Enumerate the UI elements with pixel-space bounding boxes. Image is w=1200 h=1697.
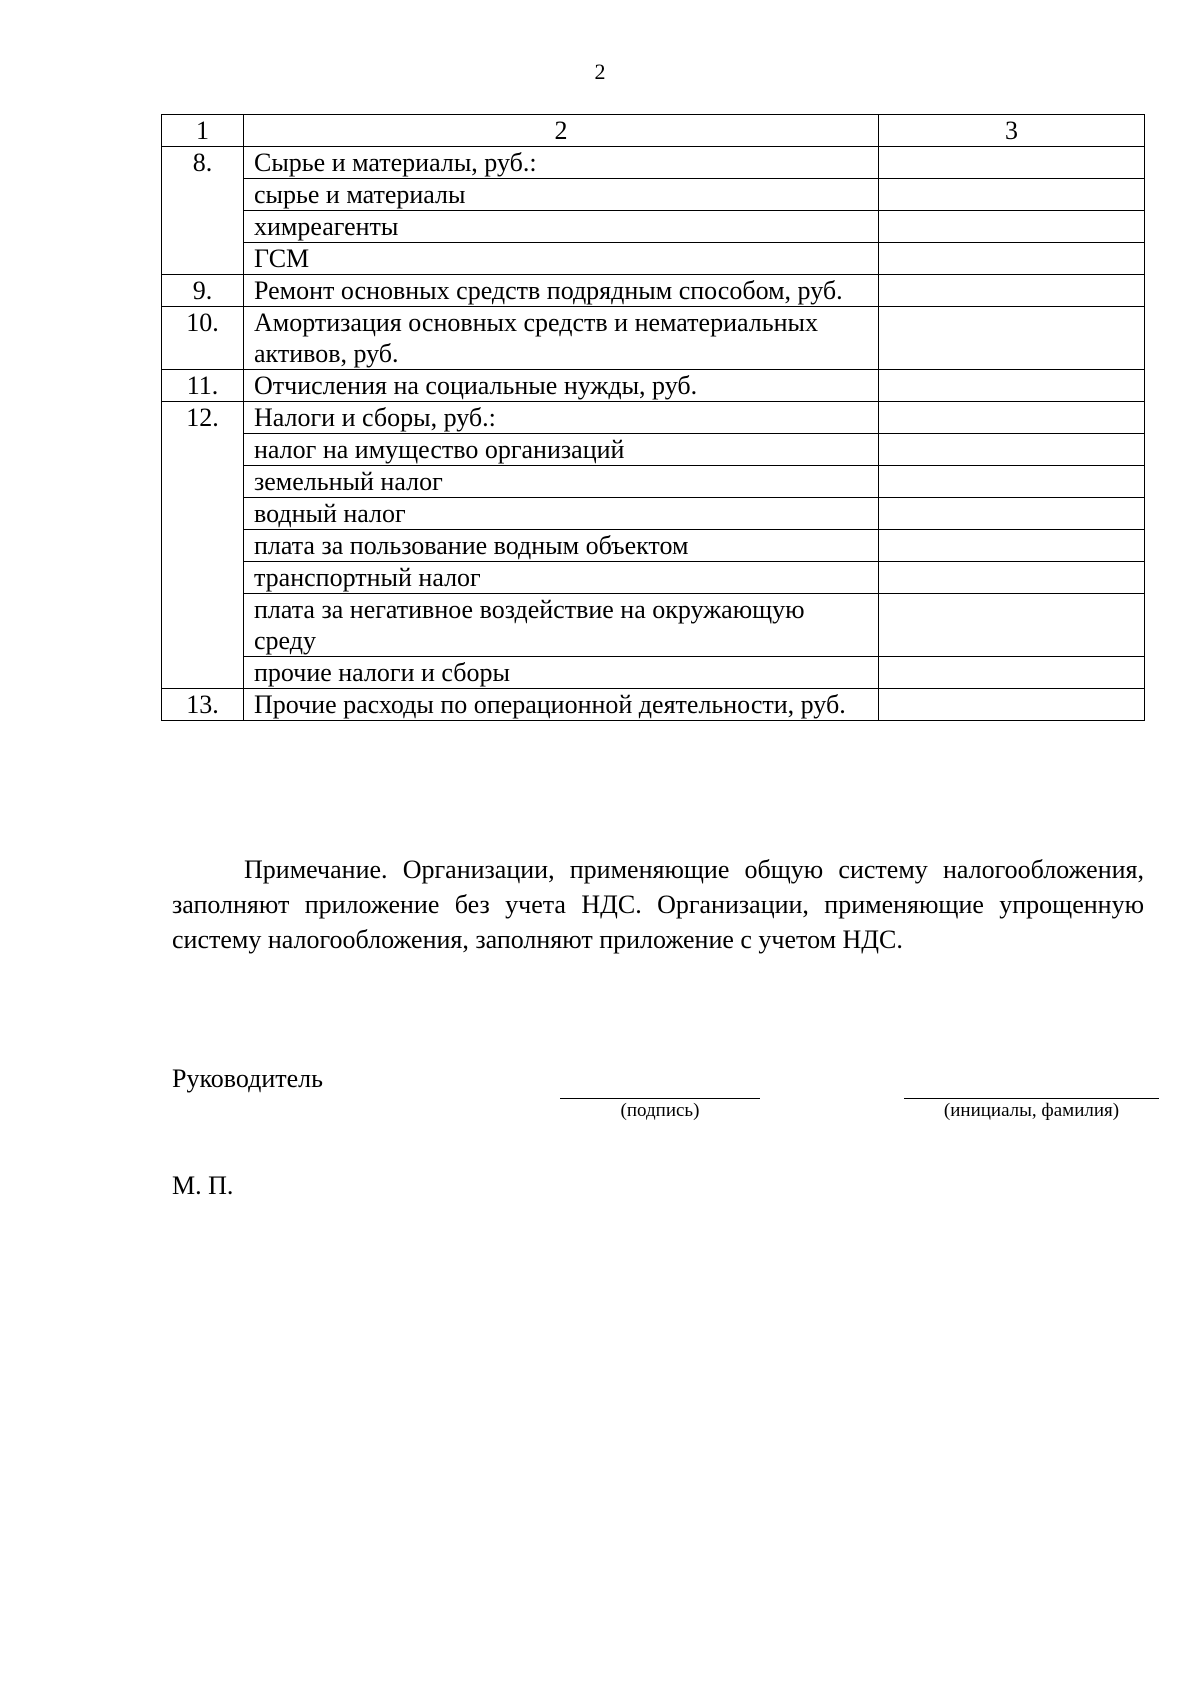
table-row xyxy=(162,211,1145,243)
item-name-cell: прочие налоги и сборы xyxy=(244,657,879,689)
table-row xyxy=(162,466,1145,498)
item-name-cell: плата за пользование водным объектом xyxy=(244,530,879,562)
table-row xyxy=(162,657,1145,689)
value-cell[interactable] xyxy=(879,594,1145,657)
header-cell-3: 3 xyxy=(879,115,1145,147)
item-name-cell: Прочие расходы по операционной деятельности, руб. xyxy=(244,689,879,721)
note-paragraph: Примечание. Организации, применяющие общую систему налогообложения, заполняют приложение без учета НДС. Организации, применяющие упрощенную систему налогообложения, заполняют приложение с учетом НДС. xyxy=(172,855,1144,954)
item-name-cell: ГСМ xyxy=(244,243,879,275)
table-row xyxy=(162,243,1145,275)
value-cell[interactable] xyxy=(879,562,1145,594)
signature-caption: (подпись) xyxy=(620,1100,700,1121)
table-row xyxy=(162,498,1145,530)
table-row xyxy=(162,434,1145,466)
item-name-cell: водный налог xyxy=(244,498,879,530)
item-name-cell: плата за негативное воздействие на окружающую среду xyxy=(244,594,879,657)
table-row xyxy=(162,594,1145,657)
page-number: 2 xyxy=(594,59,606,84)
value-cell[interactable] xyxy=(879,275,1145,307)
name-line xyxy=(904,1098,1159,1099)
item-name-cell: Амортизация основных средств и нематериальных активов, руб. xyxy=(244,307,879,370)
row-number-cell: 13. xyxy=(162,689,244,721)
table-row xyxy=(162,147,1145,179)
value-cell[interactable] xyxy=(879,370,1145,402)
table-row xyxy=(162,689,1145,721)
table-row xyxy=(162,562,1145,594)
table-row xyxy=(162,275,1145,307)
row-number-cell: 11. xyxy=(162,370,244,402)
row-number-cell: 12. xyxy=(162,402,244,689)
value-cell[interactable] xyxy=(879,466,1145,498)
signatory-role: Руководитель xyxy=(172,1064,323,1093)
header-cell-2: 2 xyxy=(244,115,879,147)
table-row xyxy=(162,402,1145,434)
signature-line xyxy=(560,1098,760,1099)
row-number-cell: 8. xyxy=(162,147,244,275)
table-header-row xyxy=(162,115,1145,147)
value-cell[interactable] xyxy=(879,530,1145,562)
table-row xyxy=(162,307,1145,370)
item-name-cell: сырье и материалы xyxy=(244,179,879,211)
item-name-cell: химреагенты xyxy=(244,211,879,243)
table-row xyxy=(162,179,1145,211)
expenses-table xyxy=(161,114,1145,721)
value-cell[interactable] xyxy=(879,689,1145,721)
value-cell[interactable] xyxy=(879,434,1145,466)
header-cell-1: 1 xyxy=(162,115,244,147)
stamp-place: М. П. xyxy=(172,1171,234,1200)
table-row xyxy=(162,530,1145,562)
value-cell[interactable] xyxy=(879,147,1145,179)
value-cell[interactable] xyxy=(879,243,1145,275)
value-cell[interactable] xyxy=(879,307,1145,370)
item-name-cell: налог на имущество организаций xyxy=(244,434,879,466)
value-cell[interactable] xyxy=(879,179,1145,211)
value-cell[interactable] xyxy=(879,657,1145,689)
item-name-cell: Сырье и материалы, руб.: xyxy=(244,147,879,179)
item-name-cell: земельный налог xyxy=(244,466,879,498)
table-row xyxy=(162,370,1145,402)
row-number-cell: 10. xyxy=(162,307,244,370)
item-name-cell: Отчисления на социальные нужды, руб. xyxy=(244,370,879,402)
value-cell[interactable] xyxy=(879,402,1145,434)
row-number-cell: 9. xyxy=(162,275,244,307)
table-body xyxy=(162,115,1145,721)
item-name-cell: Налоги и сборы, руб.: xyxy=(244,402,879,434)
name-caption: (инициалы, фамилия) xyxy=(943,1100,1120,1121)
value-cell[interactable] xyxy=(879,211,1145,243)
item-name-cell: Ремонт основных средств подрядным способом, руб. xyxy=(244,275,879,307)
value-cell[interactable] xyxy=(879,498,1145,530)
item-name-cell: транспортный налог xyxy=(244,562,879,594)
